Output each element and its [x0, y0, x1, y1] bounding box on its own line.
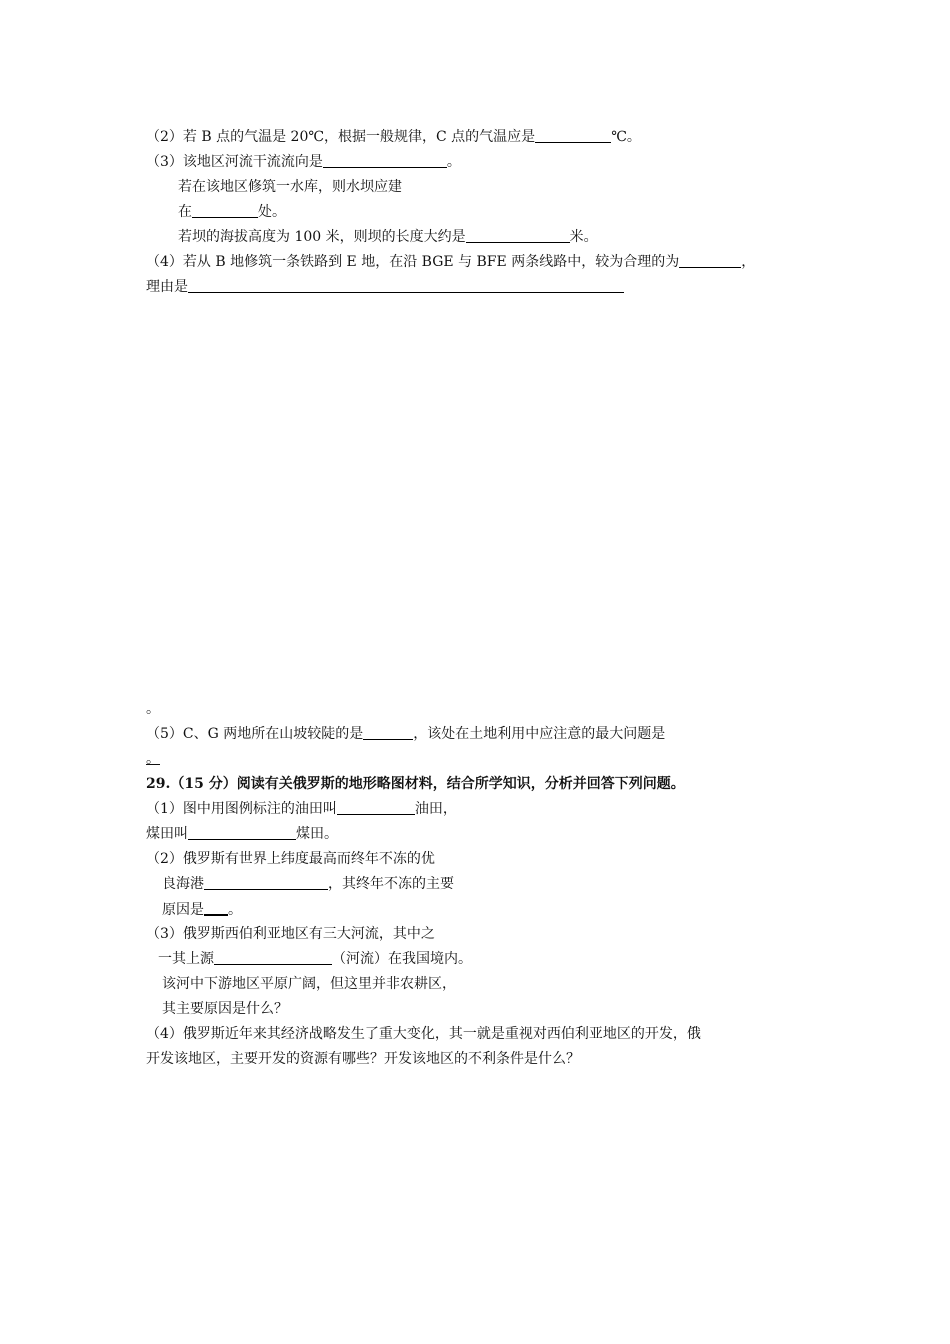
q29-part1-coal [146, 825, 338, 843]
q28-part5 [146, 725, 665, 743]
q29-part3-line4: 其主要原因是什么？ [162, 1001, 288, 1017]
answer-blank[interactable] [466, 228, 570, 243]
answer-blank[interactable] [323, 153, 447, 168]
stray-period: 。 [146, 701, 160, 717]
q28-part3-location [178, 203, 286, 221]
q29-part2-port-text: 良海港 [162, 876, 204, 892]
answer-blank[interactable] [192, 203, 258, 218]
q29-part3-river [158, 950, 472, 968]
q29-part1-oil [146, 800, 457, 818]
q28-part3-location-end: 处。 [258, 204, 286, 220]
answer-blank[interactable] [337, 800, 415, 815]
q28-part3-length [178, 228, 598, 246]
q29-part2-port-end: ，其终年不冻的主要 [328, 876, 454, 892]
q29-part3-line1: （3）俄罗斯西伯利亚地区有三大河流，其中之 [146, 926, 435, 942]
answer-blank[interactable] [535, 128, 611, 143]
answer-blank[interactable] [204, 875, 328, 890]
q28-part4-reason [146, 278, 624, 296]
q29-part3-river-text: 一其上源 [158, 951, 214, 967]
q28-part5-tail: ，该处在土地利用中应注意的最大问题是 [413, 726, 666, 742]
q29-part2-reason-end: 。 [228, 902, 242, 918]
q29-part2-reason [162, 900, 242, 919]
q28-part4-reason-label: 理由是 [146, 279, 188, 295]
q29-heading-text: 29.（15 分）阅读有关俄罗斯的地形略图材料，结合所学知识，分析并回答下列问题。 [146, 776, 685, 792]
answer-blank[interactable] [188, 825, 296, 840]
q29-part3-river-end: （河流）在我国境内。 [332, 951, 472, 967]
q29-part4-line1: （4）俄罗斯近年来其经济战略发生了重大变化，其一就是重视对西伯利亚地区的开发，俄 [146, 1026, 701, 1042]
q28-part2-unit: ℃。 [611, 129, 641, 145]
answer-blank[interactable] [363, 725, 413, 740]
q28-part5-end: 。 [146, 751, 160, 767]
q28-part4-end: ， [741, 254, 756, 270]
q29-part1-coal-text: 煤田叫 [146, 826, 188, 842]
q28-part3-dam: 若在该地区修筑一水库，则水坝应建 [178, 179, 402, 195]
q29-part1-oil-end: 油田， [414, 801, 457, 817]
answer-blank[interactable] [188, 278, 624, 293]
q28-part3-location-text: 在 [178, 204, 192, 220]
q29-part3-line3: 该河中下游地区平原广阔，但这里并非农耕区， [162, 976, 456, 992]
q28-part3-flow [146, 153, 461, 171]
q29-part2-port [162, 875, 454, 893]
q29-part1-coal-end: 煤田。 [296, 826, 338, 842]
answer-blank[interactable] [679, 253, 741, 268]
q28-part3-length-text: 若坝的海拔高度为 100 米，则坝的长度大约是 [178, 229, 466, 245]
q28-part3-text: （3）该地区河流干流流向是 [146, 154, 323, 170]
q28-part4-text: （4）若从 B 地修筑一条铁路到 E 地，在沿 BGE 与 BFE 两条线路中，较为合理的为 [146, 254, 680, 270]
q29-heading [146, 775, 685, 793]
q29-part1-oil-text: （1）图中用图例标注的油田叫 [146, 801, 337, 817]
q28-part4 [146, 253, 755, 271]
q28-part5-text: （5）C、G 两地所在山坡较陡的是 [146, 726, 364, 742]
q28-part3-end: 。 [446, 154, 461, 170]
q29-part4-line2: 开发该地区，主要开发的资源有哪些？开发该地区的不利条件是什么？ [146, 1051, 580, 1067]
q29-part2-reason-text: 原因是 [162, 902, 204, 918]
answer-blank[interactable] [204, 900, 228, 916]
q29-part2-line1: （2）俄罗斯有世界上纬度最高而终年不冻的优 [146, 851, 435, 867]
q28-part2 [146, 128, 641, 146]
q28-part3-length-unit: 米。 [569, 229, 598, 245]
q28-part2-text: （2）若 B 点的气温是 20℃，根据一般规律，C 点的气温应是 [146, 129, 536, 145]
answer-blank[interactable] [214, 950, 332, 965]
